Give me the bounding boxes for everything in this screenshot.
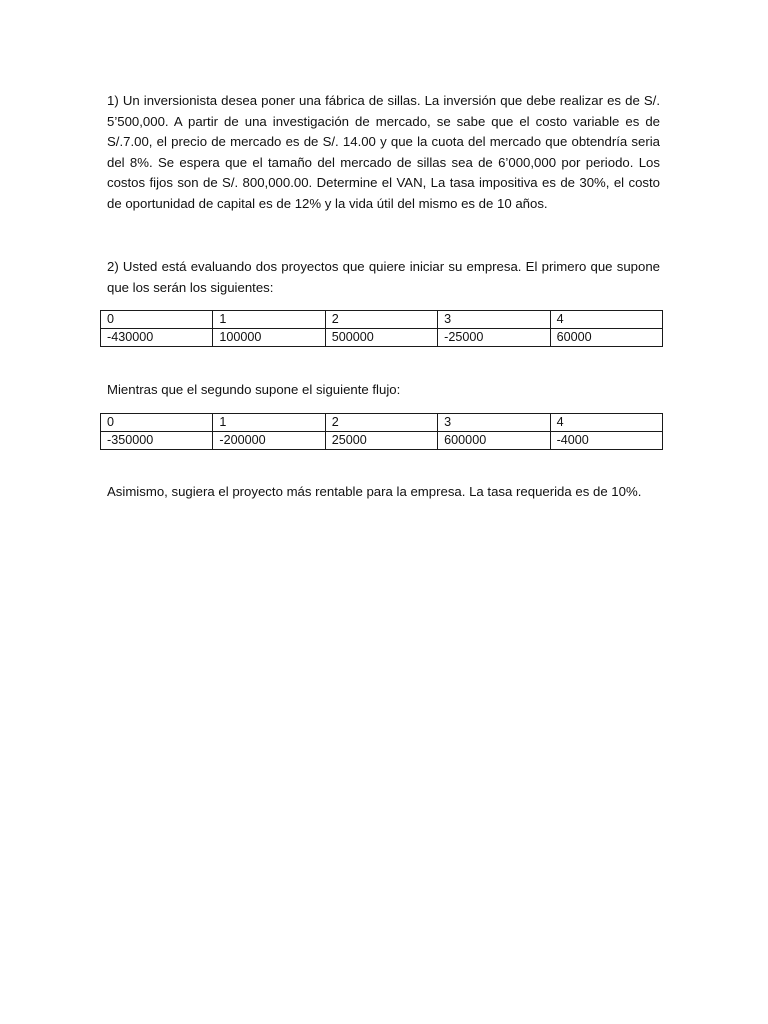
period-cell: 1 [213,311,325,329]
period-cell: 4 [550,311,662,329]
table-row-flows [101,432,663,450]
flow-cell: -4000 [550,432,662,450]
flow-cell: 25000 [325,432,437,450]
period-cell: 3 [438,311,550,329]
period-cell: 1 [213,414,325,432]
flow-cell: 500000 [325,329,437,347]
period-cell: 3 [438,414,550,432]
project-2-cash-flow-table [100,413,663,450]
flow-cell: 600000 [438,432,550,450]
table-row-periods [101,311,663,329]
period-cell: 0 [101,414,213,432]
question-1-text: 1) Un inversionista desea poner una fábrica de sillas. La inversión que debe realizar es de S/. 5’500,000. A partir de una investigación de mercado, se sabe que el costo variable es de S/.7.00, el precio de mercado es de S/. 14.00 y que la cuota del mercado que obtendría seria del 8%. Se espera que el tamaño del mercado de sillas sea de 6’000,000 por periodo. Los costos fijos son de S/. 800,000.00. Determine el VAN, La tasa impositiva es de 30%, el costo de oportunidad de capital es de 12% y la vida útil del mismo es de 10 años. [107,93,660,211]
flow-cell: 100000 [213,329,325,347]
flow-cell: -350000 [101,432,213,450]
project-1-cash-flow-table [100,310,663,347]
question-2-intro: 2) Usted está evaluando dos proyectos que quiere iniciar su empresa. El primero que supone que los serán los siguientes: [107,259,660,295]
flow-cell: 60000 [550,329,662,347]
period-cell: 4 [550,414,662,432]
table-row-flows [101,329,663,347]
period-cell: 2 [325,311,437,329]
flow-cell: -200000 [213,432,325,450]
project-2-intro: Mientras que el segundo supone el siguiente flujo: [107,382,401,397]
period-cell: 2 [325,414,437,432]
period-cell: 0 [101,311,213,329]
flow-cell: -430000 [101,329,213,347]
flow-cell: -25000 [438,329,550,347]
closing-question: Asimismo, sugiera el proyecto más rentable para la empresa. La tasa requerida es de 10%. [107,484,642,499]
table-row-periods [101,414,663,432]
